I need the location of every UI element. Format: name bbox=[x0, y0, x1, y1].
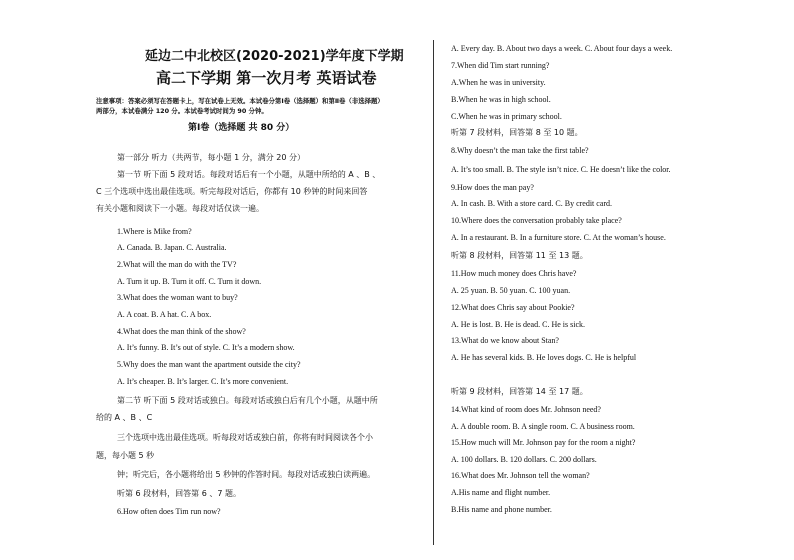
listen-instruction-8: 听第 8 段材料，回答第 11 至 13 题。 bbox=[451, 251, 588, 260]
question-12-options: A. He is lost. B. He is dead. C. He is sick. bbox=[451, 320, 585, 329]
notice-line-1: 注意事项：答案必须写在答题卡上，写在试卷上无效。本试卷分第Ⅰ卷（选择题）和第Ⅱ卷（非选择题） bbox=[96, 97, 384, 105]
question-4-options: A. It’s funny. B. It’s out of style. C. It’s a modern show. bbox=[117, 343, 295, 352]
section2-line-2: 给的 A 、B 、C bbox=[96, 413, 153, 422]
question-8-options: A. It’s too small. B. The style isn’t nice. C. He doesn’t like the color. bbox=[451, 165, 671, 174]
section2-line-1: 第二节 听下面 5 段对话或独白。每段对话或独白后有几个小题，从题中所 bbox=[117, 396, 378, 405]
question-5: 5.Why does the man want the apartment outside the city? bbox=[117, 360, 301, 369]
question-10-options: A. In a restaurant. B. In a furniture store. C. At the woman’s house. bbox=[451, 233, 666, 242]
question-8: 8.Why doesn’t the man take the first table? bbox=[451, 146, 589, 155]
section1-line-2: C 三个选项中选出最佳选项。听完每段对话后，你都有 10 秒钟的时间来回答 bbox=[96, 187, 368, 196]
question-11-options: A. 25 yuan. B. 50 yuan. C. 100 yuan. bbox=[451, 286, 571, 295]
listen-instruction-9: 听第 9 段材料，回答第 14 至 17 题。 bbox=[451, 387, 588, 396]
question-2-options: A. Turn it up. B. Turn it off. C. Turn it down. bbox=[117, 277, 262, 286]
notice-line-2: 两部分，本试卷满分 120 分。本试卷考试时间为 90 分钟。 bbox=[96, 107, 268, 115]
question-15-options: A. 100 dollars. B. 120 dollars. C. 200 dollars. bbox=[451, 455, 597, 464]
question-14-options: A. A double room. B. A single room. C. A business room. bbox=[451, 422, 635, 431]
question-6: 6.How often does Tim run now? bbox=[117, 507, 221, 516]
section1-line-3: 有关小题和阅读下一小题。每段对话仅读一遍。 bbox=[96, 204, 264, 213]
question-7-option-a: A.When he was in university. bbox=[451, 78, 546, 87]
question-1: 1.Where is Mike from? bbox=[117, 227, 192, 236]
question-14: 14.What kind of room does Mr. Johnson need? bbox=[451, 405, 601, 414]
question-16: 16.What does Mr. Johnson tell the woman? bbox=[451, 471, 590, 480]
volume-title: 第Ⅰ卷（选择题 共 80 分） bbox=[188, 123, 295, 133]
question-7-option-c: C.When he was in primary school. bbox=[451, 112, 562, 121]
question-12: 12.What does Chris say about Pookie? bbox=[451, 303, 575, 312]
question-13-options: A. He has several kids. B. He loves dogs. C. He is helpful bbox=[451, 353, 637, 362]
question-4: 4.What does the man think of the show? bbox=[117, 327, 246, 336]
question-11: 11.How much money does Chris have? bbox=[451, 269, 577, 278]
question-15: 15.How much will Mr. Johnson pay for the room a night? bbox=[451, 438, 636, 447]
exam-subtitle: 高二下学期 第一次月考 英语试卷 bbox=[156, 69, 377, 87]
question-6-options: A. Every day. B. About two days a week. C. About four days a week. bbox=[451, 44, 673, 53]
question-16-option-a: A.His name and flight number. bbox=[451, 488, 551, 497]
question-3: 3.What does the woman want to buy? bbox=[117, 293, 238, 302]
question-9: 9.How does the man pay? bbox=[451, 183, 534, 192]
exam-header-title: 延边二中北校区(2020-2021)学年度下学期 bbox=[145, 49, 404, 64]
section2-line-4: 题，每小题 5 秒 bbox=[96, 451, 155, 460]
part1-title: 第一部分 听力（共两节，每小题 1 分，满分 20 分） bbox=[117, 153, 305, 162]
question-13: 13.What do we know about Stan? bbox=[451, 336, 559, 345]
question-10: 10.Where does the conversation probably take place? bbox=[451, 216, 622, 225]
section1-line-1: 第一节 听下面 5 段对话。每段对话后有一个小题，从题中所给的 A 、B 、 bbox=[117, 170, 381, 179]
question-7-option-b: B.When he was in high school. bbox=[451, 95, 551, 104]
section2-line-3: 三个选项中选出最佳选项。听每段对话或独白前，你将有时间阅读各个小 bbox=[117, 433, 373, 442]
listen-instruction-6: 听第 6 段材料，回答第 6 、7 题。 bbox=[117, 489, 241, 498]
question-16-option-b: B.His name and phone number. bbox=[451, 505, 552, 514]
listen-instruction-7: 听第 7 段材料，回答第 8 至 10 题。 bbox=[451, 128, 583, 137]
question-7: 7.When did Tim start running? bbox=[451, 61, 550, 70]
question-2: 2.What will the man do with the TV? bbox=[117, 260, 237, 269]
question-3-options: A. A coat. B. A hat. C. A box. bbox=[117, 310, 212, 319]
column-divider bbox=[433, 40, 434, 545]
question-9-options: A. In cash. B. With a store card. C. By credit card. bbox=[451, 199, 613, 208]
question-5-options: A. It’s cheaper. B. It’s larger. C. It’s more convenient. bbox=[117, 377, 289, 386]
question-1-options: A. Canada. B. Japan. C. Australia. bbox=[117, 243, 227, 252]
section2-line-5: 钟；听完后，各小题将给出 5 秒钟的作答时间。每段对话或独白读两遍。 bbox=[117, 470, 376, 479]
